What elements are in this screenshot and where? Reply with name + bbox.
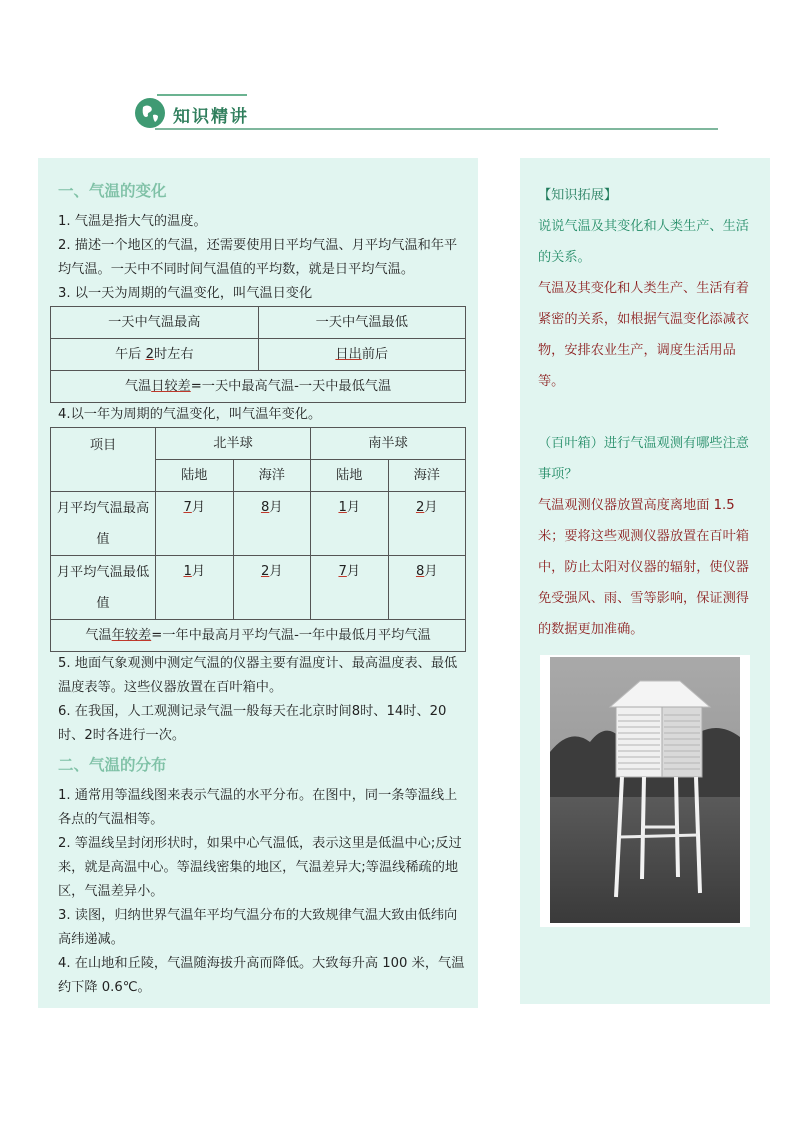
table-footer-cell: [51, 620, 466, 652]
answer-text: 2: [145, 346, 154, 362]
table-cell: [51, 339, 259, 371]
cell-text: 月: [346, 564, 361, 579]
row-label: 月平均气温最高值: [51, 492, 156, 556]
answer-text: 1: [338, 500, 347, 515]
table-cell: [311, 556, 389, 620]
cell-text: 月: [269, 500, 283, 515]
paragraph-7: 1. 通常用等温线图来表示气温的水平分布。在图中，同一条等温线上各点的气温相等。: [58, 788, 458, 827]
cell-text: 气温: [85, 627, 112, 643]
section-title-1: 一、气温的变化: [58, 182, 167, 200]
cell-text: 月: [424, 564, 438, 579]
answer-text: 日较差: [151, 378, 191, 394]
cell-text: 时左右: [153, 346, 194, 362]
globe-icon: [135, 98, 165, 128]
answer-text: 2: [260, 564, 270, 579]
table-header-cell: 一天中气温最低: [258, 307, 466, 339]
paragraph-3: 3. 以一天为周期的气温变化，叫气温日变化: [58, 286, 313, 301]
table-cell: [388, 492, 466, 556]
row-label: 月平均气温最低值: [51, 556, 156, 620]
paragraph-6: 6. 在我国，人工观测记录气温一般每天在北京时间8时、14时、20时、2时各进行一次。: [58, 704, 447, 743]
paragraph-9: 3. 读图，归纳世界气温年平均气温分布的大致规律气温大致由低纬向高纬递减。: [58, 908, 458, 947]
header-top-line: [157, 94, 247, 96]
table-cell: [388, 556, 466, 620]
section-header: [135, 94, 718, 134]
paragraph-1: 1. 气温是指大气的温度。: [58, 214, 207, 229]
paragraph-10: 4. 在山地和丘陵，气温随海拔升高而降低。大致每升高 100 米，气温约下降 0.6℃。: [58, 956, 465, 995]
answer-text: 2: [415, 500, 425, 515]
cell-text: 前后: [361, 346, 389, 362]
table-cell: [258, 339, 466, 371]
answer-text: 年较差: [111, 627, 152, 643]
table-cell: [233, 492, 311, 556]
table-header-cell: 陆地: [311, 460, 389, 492]
main-content-panel: [38, 158, 478, 1008]
sidebar-question-2: （百叶箱）进行气温观测有哪些注意事项？: [538, 436, 749, 482]
page-title: 知识精讲: [173, 107, 249, 127]
section-title-2: 二、气温的分布: [58, 756, 167, 774]
annual-variation-table: [50, 427, 466, 652]
cell-text: 月: [346, 500, 361, 515]
paragraph-8: 2. 等温线呈封闭形状时，如果中心气温低，表示这里是低温中心;反过来，就是高温中心。等温线密集的地区，气温差异大;等温线稀疏的地区，气温差异小。: [58, 836, 462, 899]
cell-text: 气温: [124, 378, 152, 394]
table-cell: [156, 492, 234, 556]
weather-box-photo: [540, 655, 750, 927]
answer-text: 日出: [335, 346, 362, 362]
table-header-cell: 北半球: [156, 428, 311, 460]
table-cell: [311, 492, 389, 556]
spacer: [538, 397, 758, 428]
sidebar-question-1: 说说气温及其变化和人类生产、生活的关系。: [538, 219, 749, 265]
table-cell: [156, 556, 234, 620]
cell-text: 月: [269, 564, 283, 579]
cell-text: 午后: [114, 346, 146, 362]
paragraph-4: 4.以一年为周期的气温变化，叫气温年变化。: [58, 407, 322, 422]
cell-text: 月: [191, 500, 206, 515]
answer-text: 8: [415, 564, 425, 579]
cell-text: =一天中最高气温-一天中最低气温: [190, 378, 392, 394]
cell-text: =一年中最高月平均气温-一年中最低月平均气温: [151, 627, 431, 643]
table-header-cell: 海洋: [233, 460, 311, 492]
table-footer-cell: [51, 371, 466, 403]
cell-text: 月: [191, 564, 206, 579]
sidebar-answer-1: 气温及其变化和人类生产、生活有着紧密的关系，如根据气温变化添减衣物，安排农业生产，调度生活用品等。: [538, 281, 749, 389]
table-header-cell: 一天中气温最高: [51, 307, 259, 339]
table-header-cell: 陆地: [156, 460, 234, 492]
answer-text: 8: [260, 500, 270, 515]
cell-text: 月: [424, 500, 438, 515]
table-cell: [233, 556, 311, 620]
table-header-cell: 项目: [51, 428, 156, 492]
table-header-cell: 南半球: [311, 428, 466, 460]
table-header-cell: 海洋: [388, 460, 466, 492]
daily-variation-table: [50, 306, 466, 403]
answer-text: 7: [338, 564, 347, 579]
sidebar-heading: 【知识拓展】: [538, 188, 618, 203]
paragraph-2: 2. 描述一个地区的气温，还需要使用日平均气温、月平均气温和年平均气温。一天中不同时间气温值的平均数，就是日平均气温。: [58, 238, 458, 277]
answer-text: 1: [183, 564, 192, 579]
sidebar-answer-2: 气温观测仪器放置高度离地面 1.5 米；要将这些观测仪器放置在百叶箱中，防止太阳对仪器的辐射，使仪器免受强风、雨、雪等影响，保证测得的数据更加准确。: [538, 498, 749, 637]
paragraph-5: 5. 地面气象观测中测定气温的仪器主要有温度计、最高温度表、最低温度表等。这些仪器放置在百叶箱中。: [58, 656, 458, 695]
header-rule: [155, 128, 718, 130]
answer-text: 7: [183, 500, 192, 515]
weather-box-image: [550, 657, 740, 923]
